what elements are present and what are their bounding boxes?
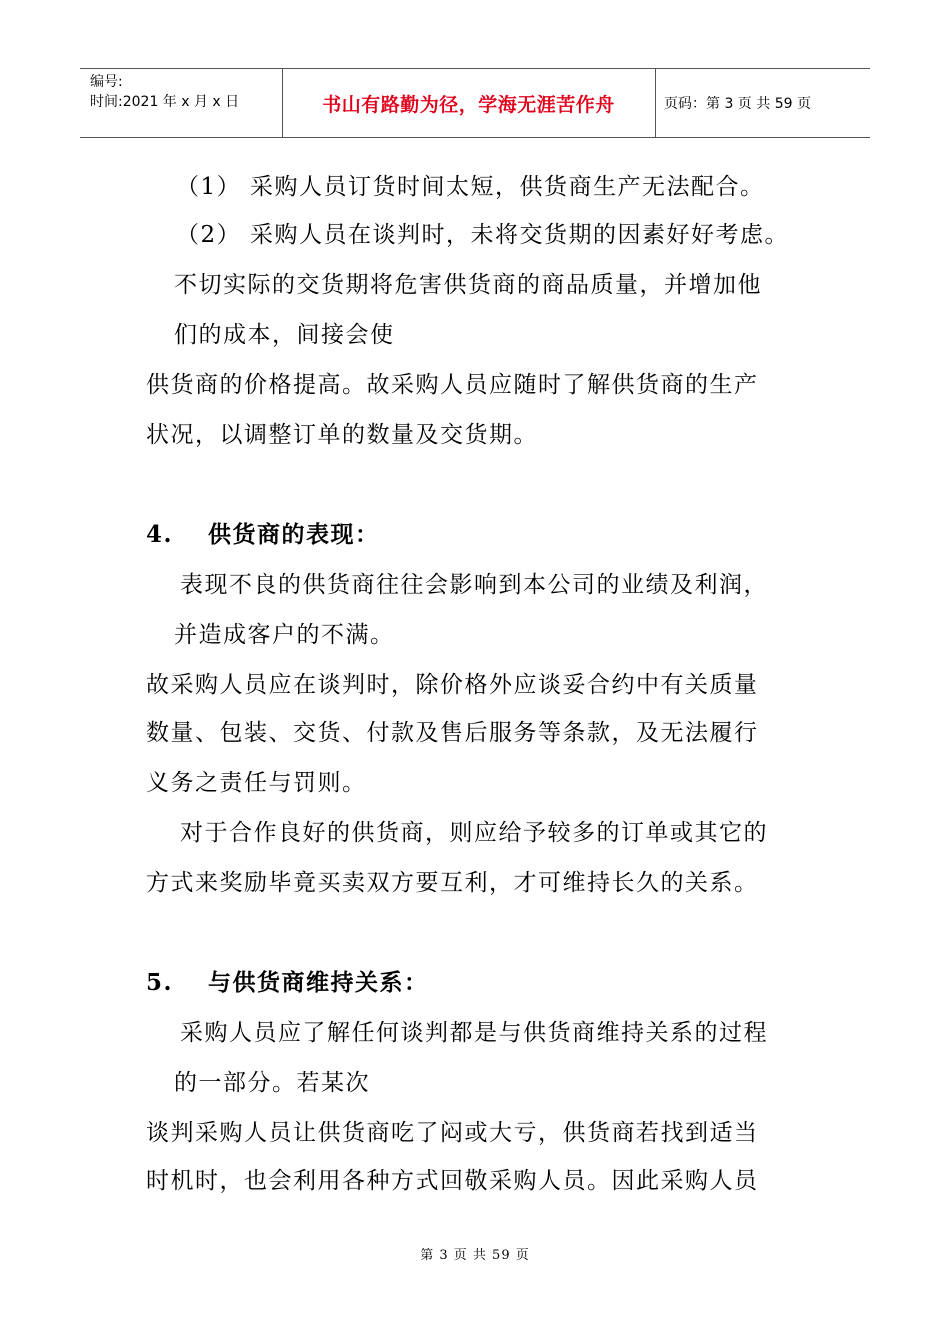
header-page-info: 页码：第 3 页 共 59 页 bbox=[664, 96, 811, 112]
header-motto: 书山有路勤为径，学海无涯苦作舟 bbox=[322, 93, 615, 116]
body-line: 供货商的价格提高。故采购人员应随时了解供货商的生产 bbox=[146, 372, 759, 398]
body-line: 采购人员应了解任何谈判都是与供货商维持关系的过程 bbox=[180, 1020, 768, 1046]
section-title: 供货商的表现： bbox=[208, 521, 380, 548]
section-number: 4. bbox=[146, 521, 174, 548]
body-line: 故采购人员应在谈判时，除价格外应谈妥合约中有关质量 bbox=[146, 672, 759, 698]
section-title: 与供货商维持关系： bbox=[208, 969, 429, 996]
section-heading bbox=[146, 520, 380, 550]
section-number: 5. bbox=[146, 969, 174, 996]
body-line: 们的成本，间接会使 bbox=[174, 322, 395, 348]
header-meta bbox=[90, 72, 239, 112]
body-line: 对于合作良好的供货商，则应给予较多的订单或其它的 bbox=[180, 820, 768, 846]
page-footer: 第 3 页 共 59 页 bbox=[420, 1248, 530, 1263]
page-header bbox=[80, 68, 870, 138]
header-divider bbox=[655, 69, 656, 137]
body-line: 并造成客户的不满。 bbox=[174, 622, 395, 648]
header-date-label: 时间:2021 年 x 月 x 日 bbox=[90, 94, 240, 110]
body-line: 数量、包装、交货、付款及售后服务等条款，及无法履行 bbox=[146, 720, 759, 746]
body-line: 谈判采购人员让供货商吃了闷或大亏，供货商若找到适当 bbox=[146, 1120, 759, 1146]
header-number-label: 编号: bbox=[90, 74, 123, 90]
body-line: 时机时，也会利用各种方式回敬采购人员。因此采购人员 bbox=[146, 1168, 759, 1194]
body-line: 义务之责任与罚则。 bbox=[146, 770, 367, 796]
body-line: 状况，以调整订单的数量及交货期。 bbox=[146, 422, 538, 448]
body-line: 的一部分。若某次 bbox=[174, 1070, 370, 1096]
body-line: 方式来奖励毕竟买卖双方要互利，才可维持长久的关系。 bbox=[146, 870, 759, 896]
body-line: （1） 采购人员订货时间太短，供货商生产无法配合。 bbox=[176, 174, 765, 200]
section-heading bbox=[146, 968, 429, 998]
body-line: 表现不良的供货商往往会影响到本公司的业绩及利润， bbox=[180, 572, 768, 598]
body-line: 不切实际的交货期将危害供货商的商品质量，并增加他 bbox=[174, 272, 762, 298]
body-line: （2） 采购人员在谈判时，未将交货期的因素好好考虑。 bbox=[176, 222, 789, 248]
